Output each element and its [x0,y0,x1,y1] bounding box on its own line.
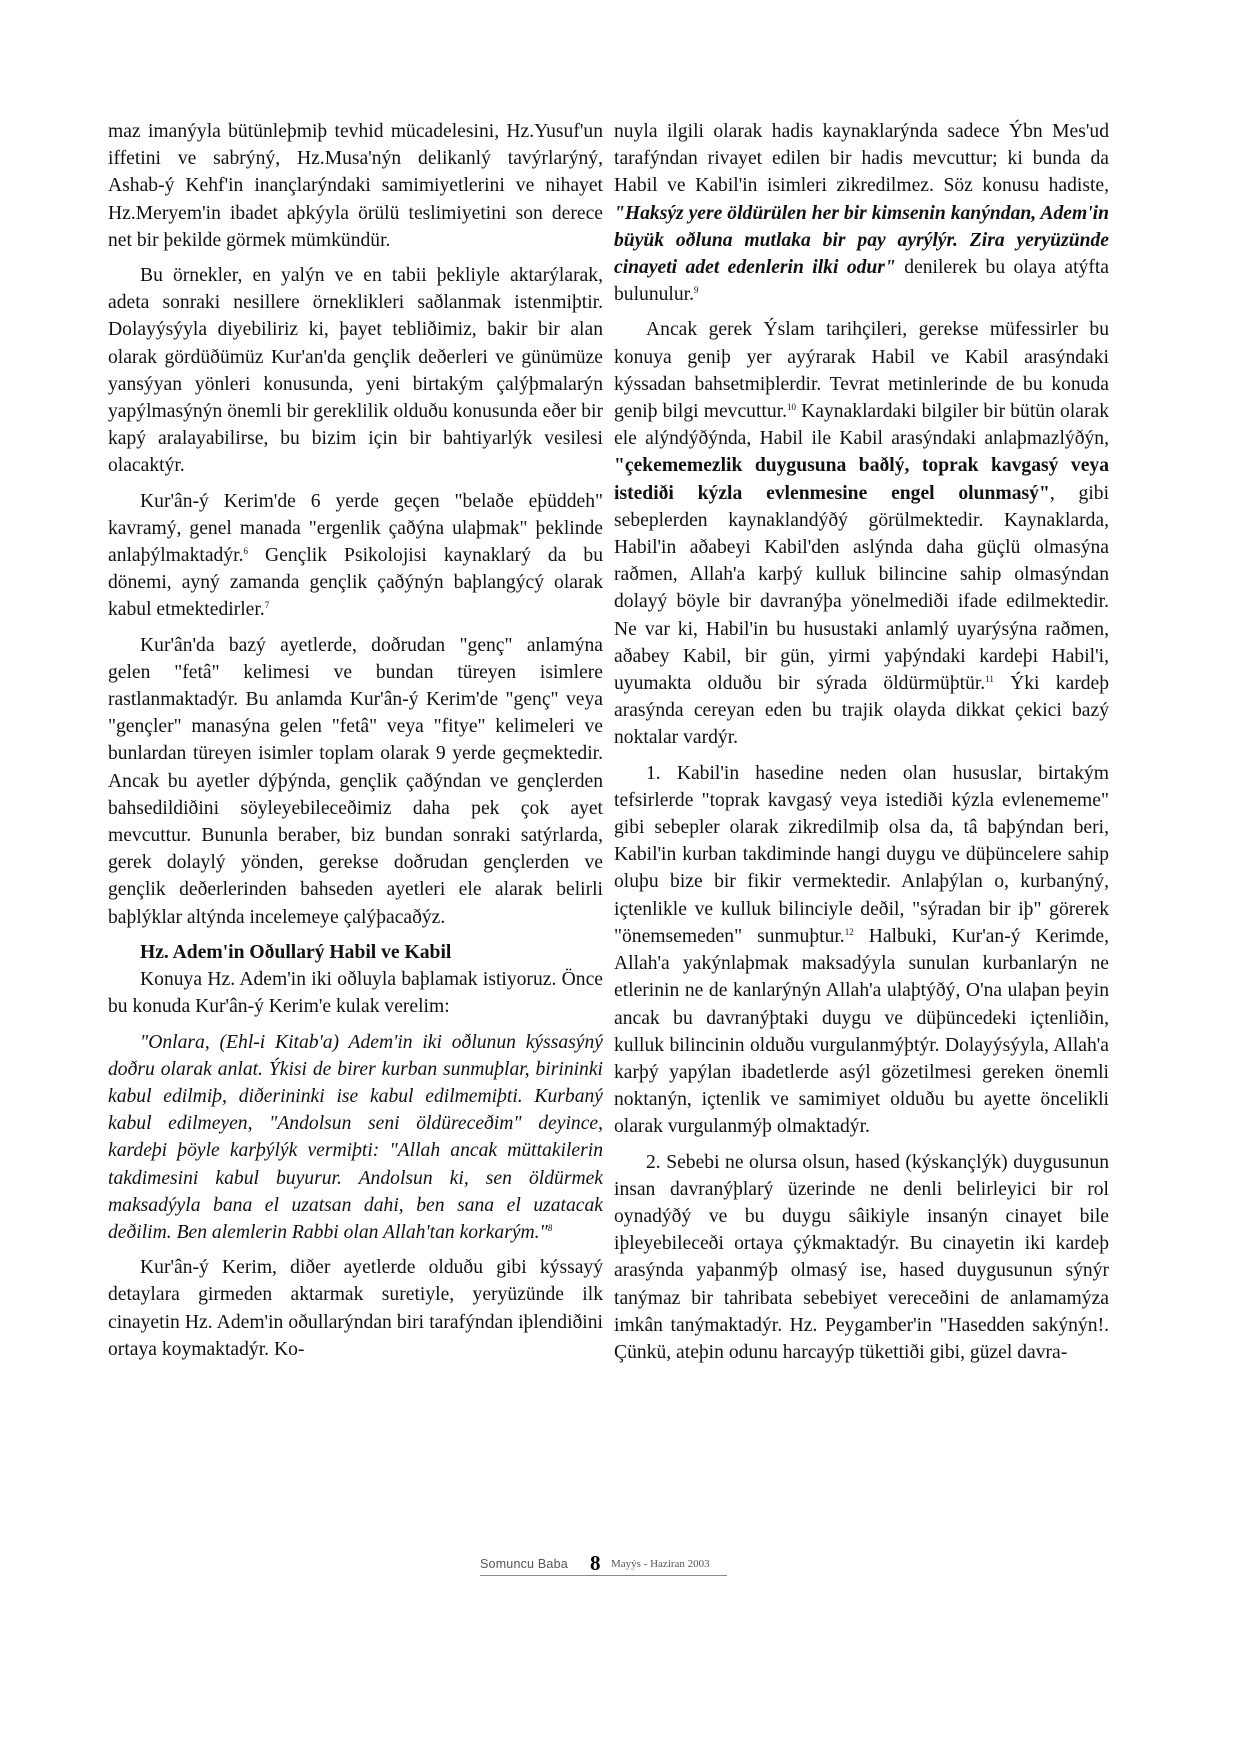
paragraph-text: Konuya Hz. Adem'in iki oðluyla baþlamak istiyoruz. Önce bu konuda Kur'ân-ý Kerim'e kulak verelim: [108,969,603,1018]
paragraph [108,488,603,624]
page-footer [0,1553,1240,1583]
paragraph-text: , gibi sebeplerden kaynaklandýðý görülmektedir. Kaynaklarda, Habil'in aðabeyi Kabil'den aslýnda daha güçlü olmasýna raðmen, Allah'a karþý kulluk bilincine sahip olmasýndan dolayý böyle bir davranýþa yönelmediði ifade edilmektedir. Ne var ki, Habil'in bu husustaki anlamlý uyarýsýna raðmen, aðabey Kabil, bir gün, yirmi yaþýndaki kardeþi Habil'i, uyumakta olduðu bir sýrada öldürmüþtür. [614,482,1110,695]
paragraph [614,316,1109,751]
paragraph-text: Bu örnekler, en yalýn ve en tabii þekliyle aktarýlarak, adeta sonraki nesillere örneklikleri saðlanmak istenmiþtir. Dolayýsýyla diyebiliriz ki, þayet tebliðimiz, bakir bir alan olarak gördüðümüz Kur'an'da gençlik deðerleri ve günümüze yansýyan yönleri konusunda, yeni birtakým çalýþmalarýn yapýlmasýnýn önemli bir gereklilik olduðu konusunda eðer bir kapý aralayabilirse, bu bizim için bir bahtiyarlýk vesilesi olacaktýr. [108,265,603,477]
hadith-quote: "Haksýz yere öldürülen her bir kimsenin kanýndan, Adem'in büyük oðluna mutlaka bir pay ayrýlýr. Zira yeryüzünde cinayeti adet edenlerin ilki odur" [614,202,1109,279]
footnote-marker: 8 [547,1222,553,1233]
footnote-marker: 10 [787,402,796,413]
quote-text: "Onlara, (Ehl-i Kitab'a) Adem'in iki oðlunun kýssasýný doðru olarak anlat. Ýkisi de birer kurban sunmuþlar, birininki kabul edilmiþ, diðerininki ise kabul edilmemiþti. Kurbaný kabul edilmeyen, "Andolsun seni öldüreceðim" deyince, kardeþi þöyle karþýlýk vermiþti: "Allah ancak müttakilerin takdimesini kabul buyurur. Andolsun ki, sen öldürmek maksadýyla bana el uzatsan dahi, ben sana el uzatacak deðilim. Ben alemlerin Rabbi olan Allah'tan korkarým." [108,1031,603,1243]
paragraph-text: denilerek bu olaya atýfta bulunulur. [614,257,1109,306]
paragraph-text: Kur'ân'da bazý ayetlerde, doðrudan "genç" anlamýna gelen "fetâ" kelimesi ve bundan türeyen isimlere rastlanmaktadýr. Bu anlamda Kur'ân-ý Kerim'de "genç" veya "gençler" manasýna gelen "fetâ" veya "fitye" kelimeleri ve bunlardan türeyen isimler toplam olarak 9 yerde geçmektedir. Ancak bu ayetler dýþýnda, gençlik çaðýndan ve gençlerden bahsedildiðini söyleyebileceðimiz daha pek çok ayet mevcuttur. Bununla beraber, biz bundan sonraki satýrlarda, gerek dolaylý yönden, gerekse doðrudan gençlerden ve gençlik deðerlerinden bahseden ayetleri ele alarak belirli baþlýklar altýnda incelemeye çalýþacaðýz. [108,634,603,928]
footnote-marker: 6 [243,546,248,557]
paragraph [614,760,1109,1141]
paragraph-text: 2. Sebebi ne olursa olsun, hased (kýskançlýk) duygusunun insan davranýþlarý üzerinde ne denli belirleyici bir rol oynadýðý ve bu duygu sâikiyle insanýn cinayet bile iþleyebileceði ortaya çýkmaktadýr. Bu cinayetin iki kardeþ arasýnda yaþanmýþ olmasý ise, hased duygusunun sýnýr tanýmaz bir tahribata sebebiyet vereceðini de anlamamýza imkân tanýmaktadýr. Hz. Peygamber'in "Hasedden sakýnýn!. Çünkü, ateþin odunu harcayýp tükettiði gibi, güzel davra- [614,1151,1109,1363]
paragraph-text: Ýki kardeþ arasýnda cereyan eden bu trajik olayda dikkat çekici bazý noktalar vardýr. [614,673,1110,749]
footnote-marker: 9 [694,285,699,296]
paragraph-text: 1. Kabil'in hasedine neden olan hususlar, birtakým tefsirlerde "toprak kavgasý veya istediði kýzla evlenememe" gibi sebepler olarak zikredilmiþ olsa da, tâ baþýndan beri, Kabil'in kurban takdiminde hangi duygu ve düþüncelere sahip oluþu bize bir fikir vermektedir. Anlaþýlan o, kurbanýný, içtenlikle ve kulluk bilinciyle deðil, "sýradan bir iþ" görerek "önemsemeden" sunmuþtur. [614,762,1109,947]
paragraph [108,632,603,931]
paragraph [108,1254,603,1363]
page-number: 8 [590,1551,601,1575]
paragraph-text: maz imanýyla bütünleþmiþ tevhid mücadelesini, Hz.Yusuf'un iffetini ve sabrýný, Hz.Musa'nýn delikanlý tavýrlarýný, Ashab-ý Kehf'in inançlarýndaki samimiyetlerini ve nihayet Hz.Meryem'in ibadet aþkýyla örülü teslimiyetini son derece net bir þekilde görmek mümkündür. [108,121,603,251]
paragraph [108,262,603,480]
paragraph [614,118,1109,308]
footer-rule [480,1575,727,1576]
footnote-marker: 11 [985,674,994,685]
footnote-marker: 12 [844,926,854,937]
paragraph-text: Kaynaklardaki bilgiler bir bütün olarak ele alýndýðýnda, Habil ile Kabil arasýndaki anlaþmazlýðýn, [614,401,1109,450]
quran-quote [108,1029,603,1247]
right-column [614,118,1109,1374]
paragraph [108,118,603,254]
paragraph-text: Halbuki, Kur'an-ý Kerimde, Allah'a yakýnlaþmak maksadýyla sunulan kurbanlarýn ne etlerinin ne de kanlarýnýn Allah'a ulaþtýðý, O'na ulaþan þeyin ancak bu davranýþtaki duygu ve düþüncedeki içtenliðin, kulluk bilincinin olduðu vurgulanmýþtýr. Dolayýsýyla, Allah'a karþý yapýlan ibadetlerde asýl gözetilmesi gereken önemli noktanýn, içtenlik ve samimiyet olduðu bu ayette öncelikli olarak vurgulanmýþ olmaktadýr. [614,925,1109,1138]
paragraph-text: Kur'ân-ý Kerim'de 6 yerde geçen "belaðe eþüddeh" kavramý, genel manada "ergenlik çaðýna ulaþmak" þeklinde anlaþýlmaktadýr. [108,490,603,567]
paragraph-text: Gençlik Psikolojisi kaynaklarý da bu dönemi, ayný zamanda gençlik çaðýnýn baþlangýcý olarak kabul etmektedirler. [108,545,603,621]
paragraph-text: Ancak gerek Ýslam tarihçileri, gerekse müfessirler bu konuya geniþ yer ayýrarak Habil ve Kabil arasýndaki kýssadan bahsetmiþlerdir. Tevrat metinlerinde de bu konuda geniþ bilgi mevcuttur. [614,319,1109,423]
paragraph [614,1149,1109,1367]
paragraph-text: Kur'ân-ý Kerim, diðer ayetlerde olduðu gibi kýssayý detaylara girmeden aktarmak suretiyle, yeryüzünde ilk cinayetin Hz. Adem'in oðullarýndan biri tarafýndan iþlendiðini ortaya koymaktadýr. Ko- [108,1257,603,1360]
footnote-marker: 7 [264,600,270,611]
left-column [108,118,603,1371]
issue-date: Mayýs - Haziran 2003 [611,1558,710,1570]
section-heading: Hz. Adem'in Oðullarý Habil ve Kabil [140,941,452,963]
magazine-name: Somuncu Baba [480,1557,568,1571]
paragraph [108,966,603,1020]
bold-phrase: "çekememezlik duygusuna baðlý, toprak kavgasý veya istediði kýzla evlenmesine engel olunmasý" [614,455,1109,504]
paragraph-text: nuyla ilgili olarak hadis kaynaklarýnda sadece Ýbn Mes'ud tarafýndan rivayet edilen bir hadis mevcuttur; ki bunda da Habil ve Kabil'in isimleri zikredilmez. Söz konusu hadiste, [614,121,1109,197]
